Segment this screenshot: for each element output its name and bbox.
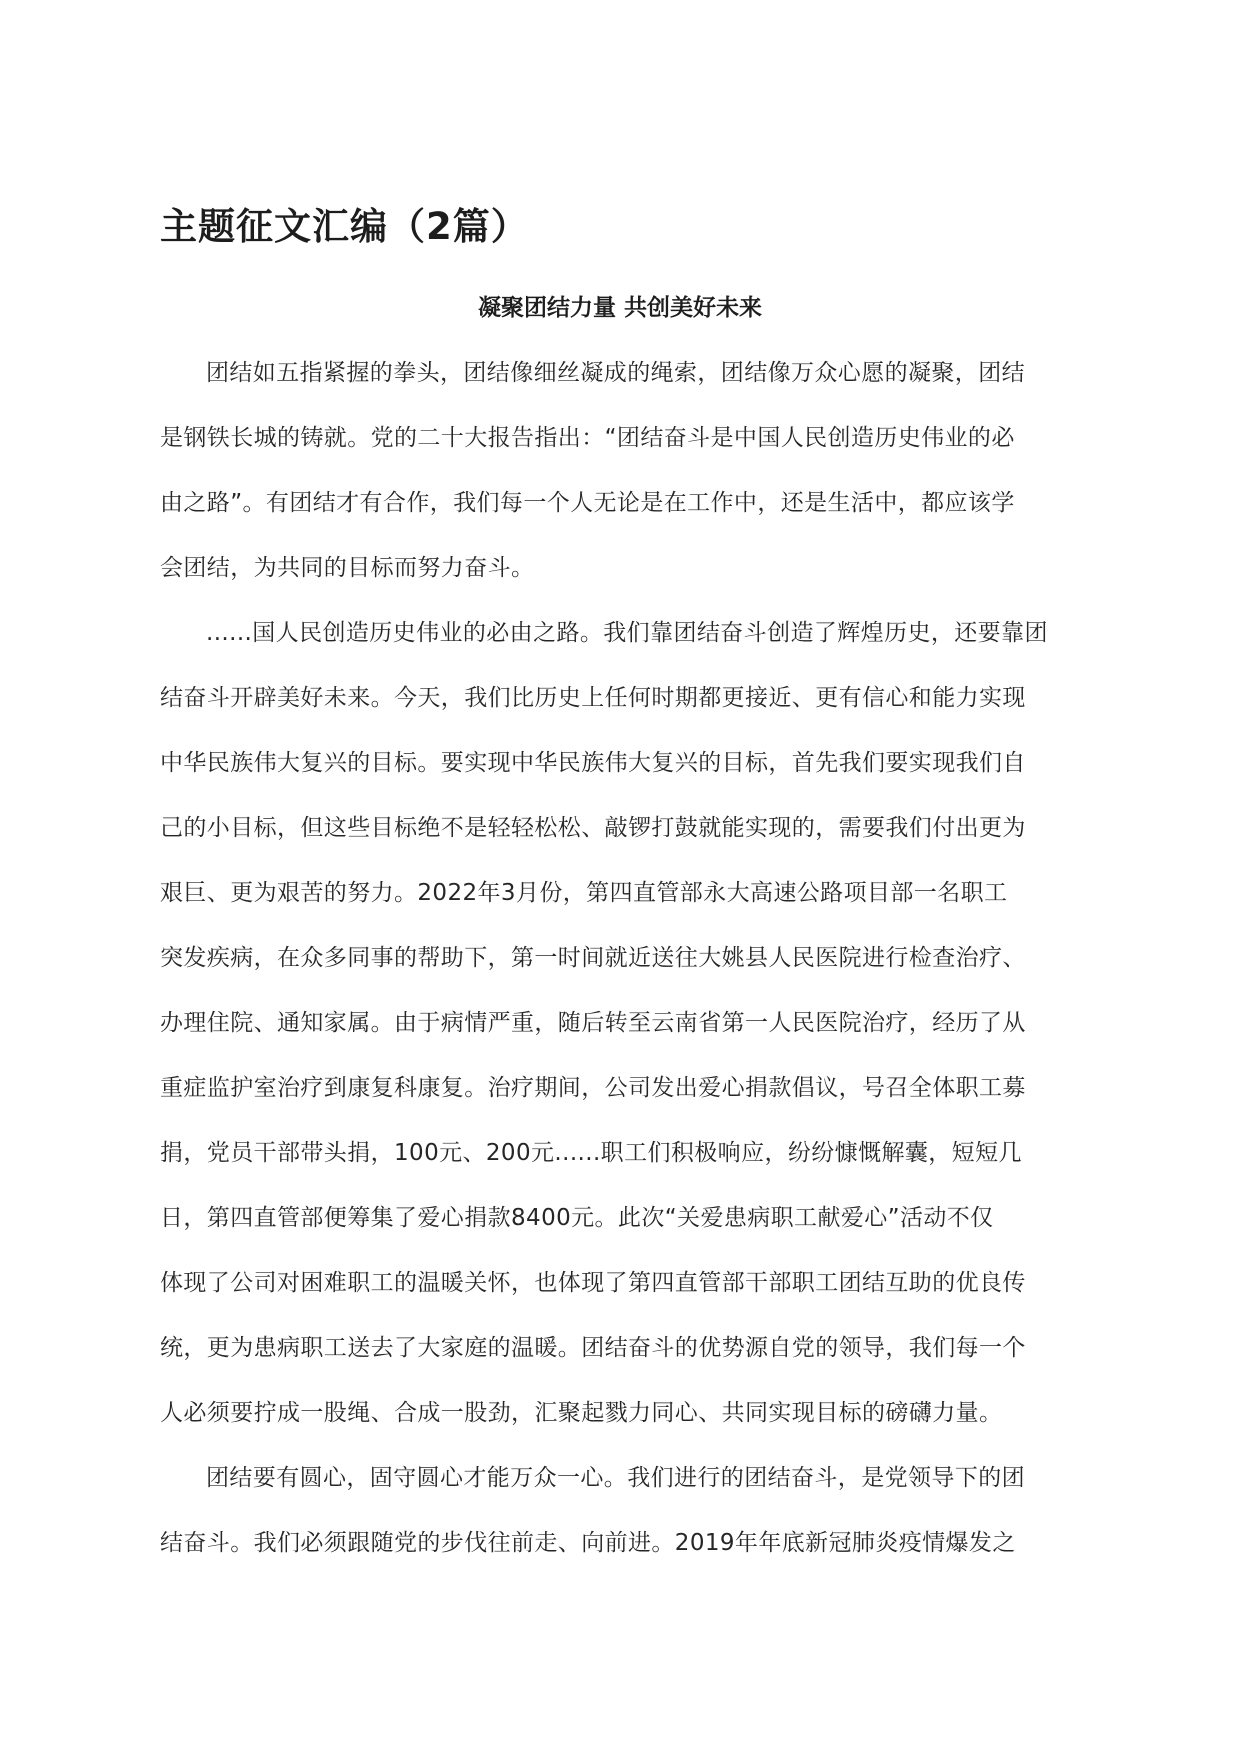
text-line: 己的小目标，但这些目标绝不是轻轻松松、敲锣打鼓就能实现的，需要我们付出更为	[160, 815, 1026, 841]
text-line: 艰巨、更为艰苦的努力。2022年3月份，第四直管部永大高速公路项目部一名职工	[160, 880, 1008, 906]
text-line: 体现了公司对困难职工的温暖关怀，也体现了第四直管部干部职工团结互助的优良传	[160, 1270, 1026, 1296]
text-line: 办理住院、通知家属。由于病情严重，随后转至云南省第一人民医院治疗，经历了从	[160, 1010, 1026, 1036]
text-line: 结奋斗。我们必须跟随党的步伐往前走、向前进。2019年年底新冠肺炎疫情爆发之	[160, 1530, 1016, 1556]
text-line: 会团结，为共同的目标而努力奋斗。	[160, 555, 535, 581]
text-line: 团结要有圆心，固守圆心才能万众一心。我们进行的团结奋斗，是党领导下的团	[206, 1465, 1025, 1491]
article-title: 凝聚团结力量 共创美好未来	[477, 295, 762, 321]
text-line: 是钢铁长城的铸就。党的二十大报告指出：“团结奋斗是中国人民创造历史伟业的必	[160, 425, 1015, 451]
text-line: 突发疾病，在众多同事的帮助下，第一时间就近送往大姚县人民医院进行检查治疗、	[160, 945, 1026, 971]
text-line: 团结如五指紧握的拳头，团结像细丝凝成的绳索，团结像万众心愿的凝聚，团结	[206, 360, 1025, 386]
text-line: 重症监护室治疗到康复科康复。治疗期间，公司发出爱心捐款倡议，号召全体职工募	[160, 1075, 1026, 1101]
text-line: ......国人民创造历史伟业的必由之路。我们靠团结奋斗创造了辉煌历史，还要靠团	[206, 620, 1048, 646]
text-line: 结奋斗开辟美好未来。今天，我们比历史上任何时期都更接近、更有信心和能力实现	[160, 685, 1026, 711]
text-line: 日，第四直管部便筹集了爱心捐款8400元。此次“关爱患病职工献爱心”活动不仅	[160, 1205, 994, 1231]
text-line: 人必须要拧成一股绳、合成一股劲，汇聚起戮力同心、共同实现目标的磅礴力量。	[160, 1400, 1003, 1426]
text-line: 由之路”。有团结才有合作，我们每一个人无论是在工作中，还是生活中，都应该学	[160, 490, 1015, 516]
text-line: 捐，党员干部带头捐，100元、200元......职工们积极响应，纷纷慷慨解囊，短短几	[160, 1140, 1022, 1166]
text-line: 统，更为患病职工送去了大家庭的温暖。团结奋斗的优势源自党的领导，我们每一个	[160, 1335, 1026, 1361]
document-title: 主题征文汇编（2篇）	[160, 205, 529, 248]
text-line: 中华民族伟大复兴的目标。要实现中华民族伟大复兴的目标，首先我们要实现我们自	[160, 750, 1026, 776]
